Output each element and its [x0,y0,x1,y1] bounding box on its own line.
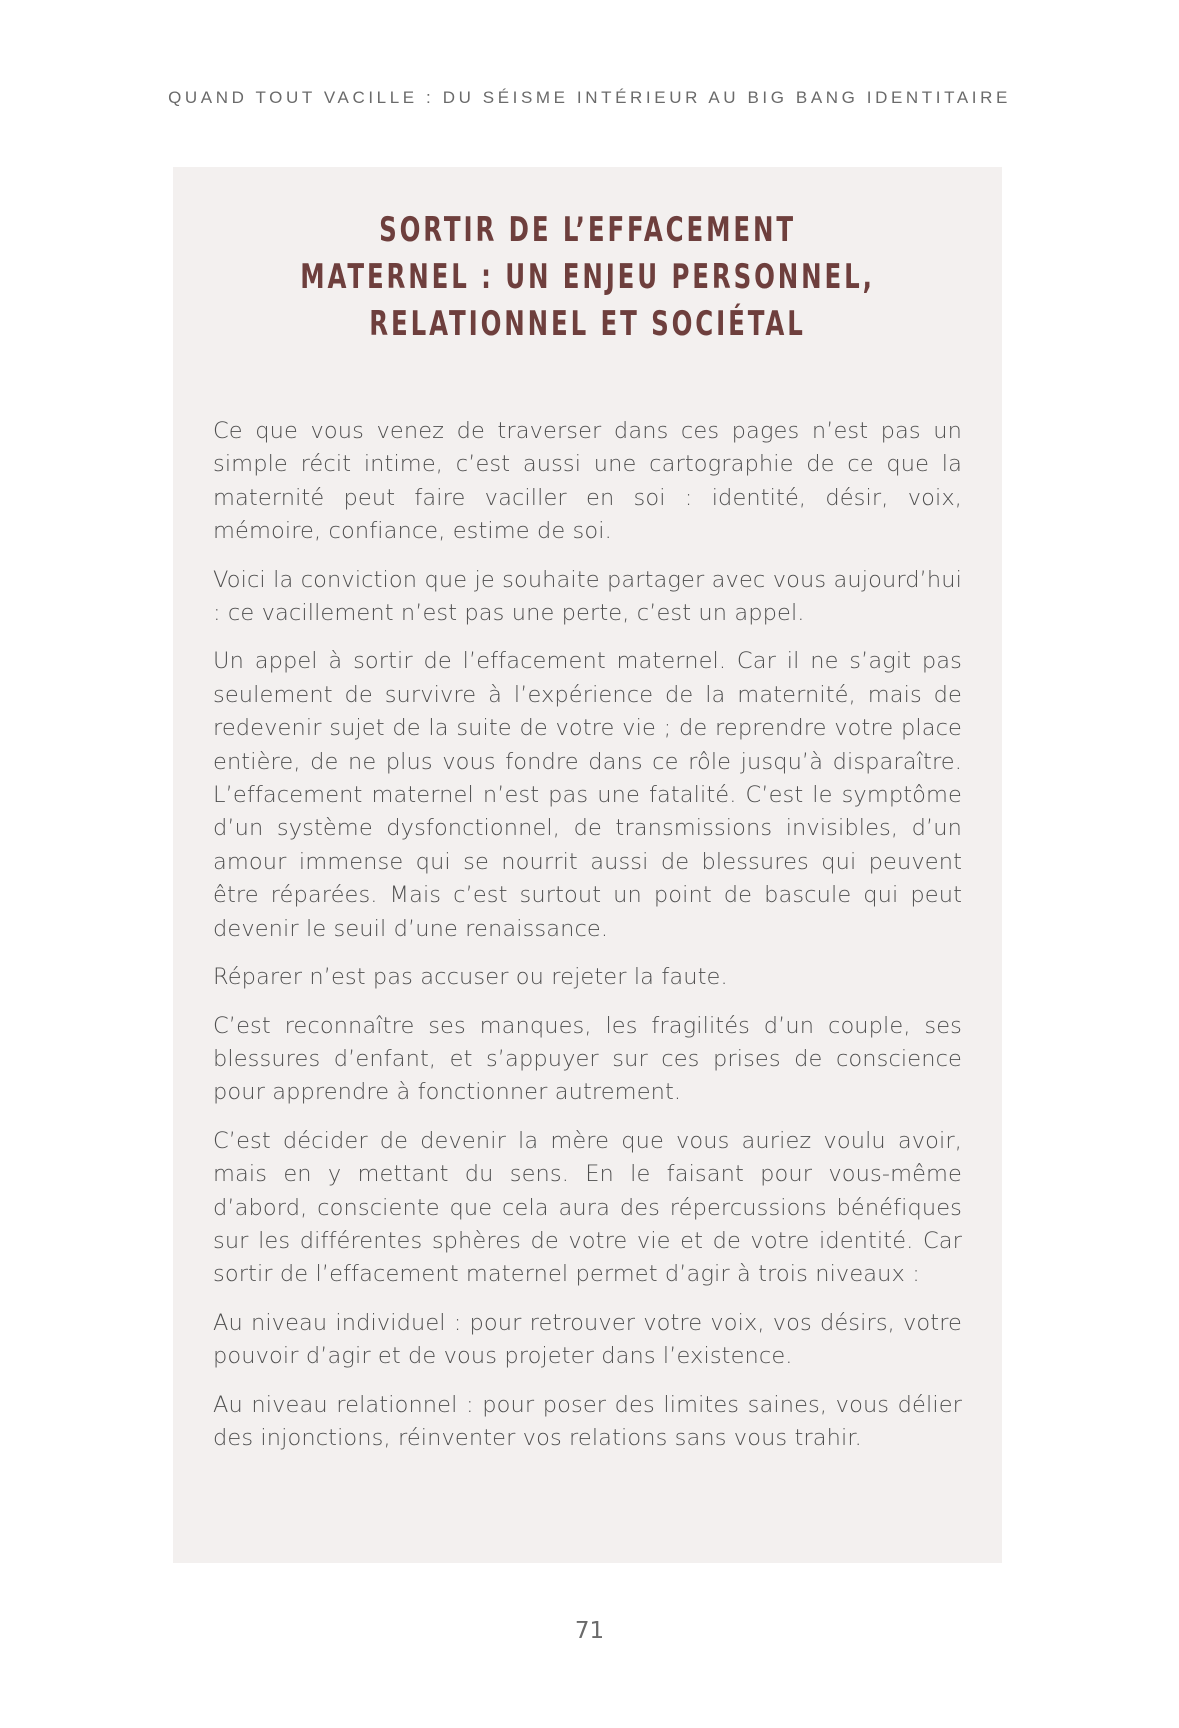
paragraph: Voici la conviction que je souhaite partager avec vous aujourd’hui : ce vacillement n’est pas une perte, c’est un appel. [213,566,962,627]
section-title-line: SORTIR DE L’EFFACEMENT [379,210,796,250]
paragraph: Ce que vous venez de traverser dans ces pages n’est pas un simple récit intime, c’est aussi une cartographie de ce que la maternité peut faire vaciller en soi : identité, désir, voix, mémoire, confiance, estime de soi. [213,418,962,545]
section-title-line: MATERNEL : UN ENJEU PERSONNEL, [300,257,875,297]
running-header: QUAND TOUT VACILLE : DU SÉISME INTÉRIEUR AU BIG BANG IDENTITAIRE [168,88,1011,107]
section-box [173,167,1002,1563]
paragraph: C’est reconnaître ses manques, les fragilités d’un couple, ses blessures d’enfant, et s’appuyer sur ces prises de conscience pour apprendre à fonctionner autrement. [213,1012,962,1106]
paragraph: Réparer n’est pas accuser ou rejeter la faute. [213,964,728,991]
body-text [213,415,962,1470]
page-number: 71 [574,1618,605,1644]
paragraph: Un appel à sortir de l’effacement maternel. Car il ne s’agit pas seulement de survivre à l’expérience de la maternité, mais de redevenir sujet de la suite de votre vie ; de reprendre votre place entière, de ne plus vous fondre dans ce rôle jusqu’à disparaître. L’effacement maternel n’est pas une fatalité. C’est le symptôme d’un système dysfonctionnel, de transmissions invisibles, d’un amour immense qui se nourrit aussi de blessures qui peuvent être réparées. Mais c’est surtout un point de bascule qui peut devenir le seuil d’une renaissance. [213,648,962,942]
section-title [173,207,1002,348]
paragraph: Au niveau individuel : pour retrouver votre voix, vos désirs, votre pouvoir d’agir et de vous projeter dans l’existence. [213,1309,962,1370]
paragraph: C’est décider de devenir la mère que vous auriez voulu avoir, mais en y mettant du sens. En le faisant pour vous-même d’abord, consciente que cela aura des répercussions bénéfiques sur les différentes sphères de votre vie et de votre identité. Car sortir de l’effacement maternel permet d’agir à trois niveaux : [213,1127,962,1288]
section-title-line: RELATIONNEL ET SOCIÉTAL [369,304,806,344]
paragraph: Au niveau relationnel : pour poser des limites saines, vous délier des injonctions, réinventer vos relations sans vous trahir. [213,1391,962,1451]
